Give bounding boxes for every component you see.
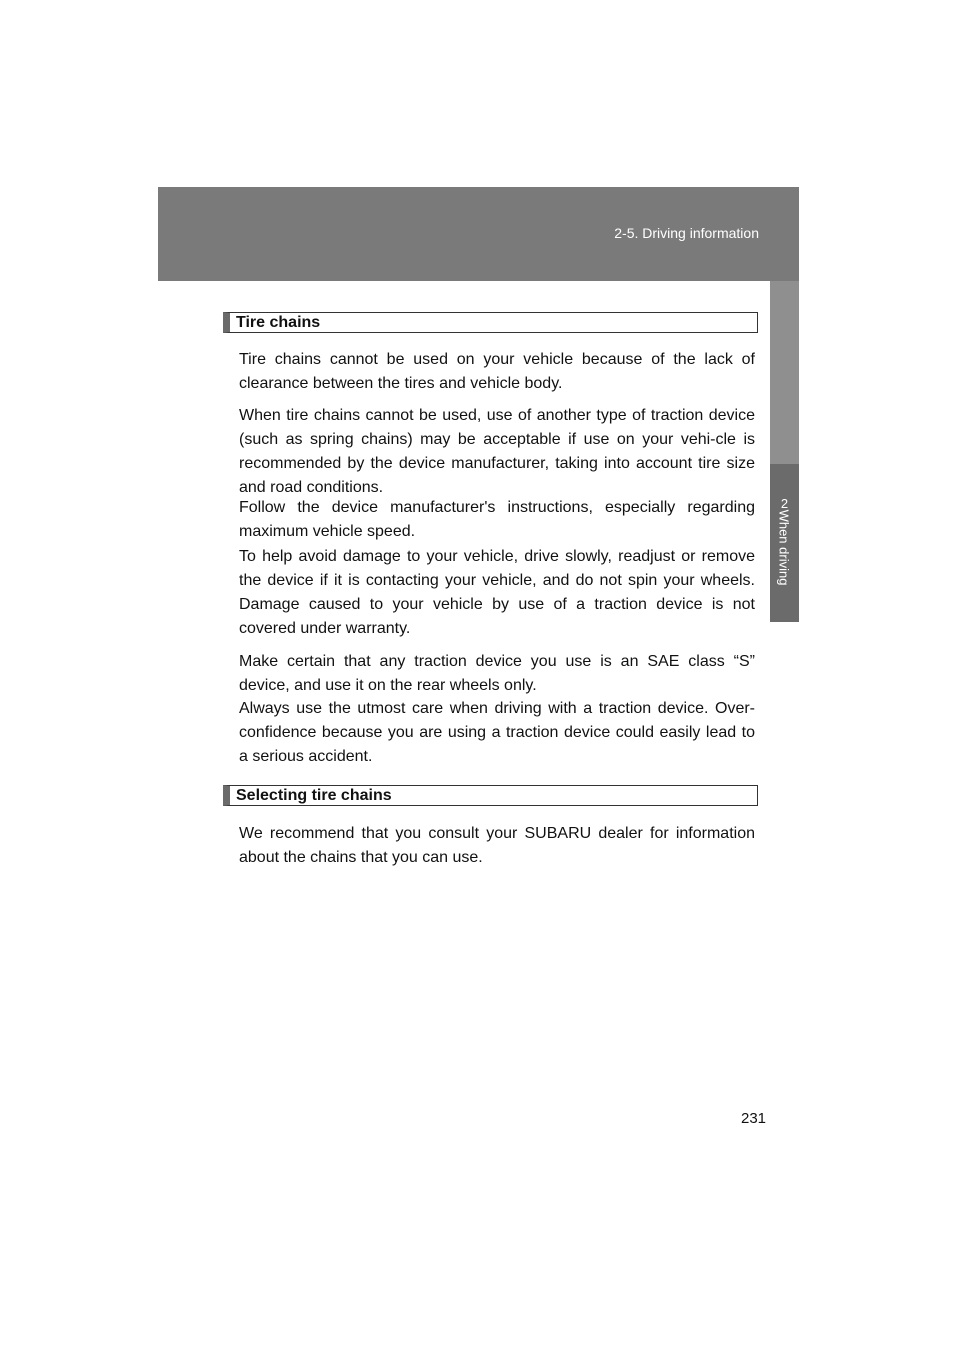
side-tab-chapter bbox=[770, 464, 799, 622]
side-tab-upper bbox=[770, 281, 799, 464]
chapter-number: 2 bbox=[780, 496, 789, 511]
paragraph: We recommend that you consult your SUBARU dealer for information about the chains that you can use. bbox=[239, 825, 755, 866]
section-heading-selecting-tire-chains: Selecting tire chains bbox=[223, 785, 758, 806]
header-bar bbox=[158, 187, 799, 281]
paragraph: Make certain that any traction device you use is an SAE class “S” device, and use it on the rear wheels only. bbox=[239, 653, 755, 694]
section-breadcrumb: 2-5. Driving information bbox=[614, 225, 759, 241]
paragraph: Tire chains cannot be used on your vehicle because of the lack of clearance between the tires and vehicle body. bbox=[239, 351, 755, 392]
page-number: 231 bbox=[741, 1110, 767, 1127]
paragraph: Follow the device manufacturer's instructions, especially regarding maximum vehicle speed. bbox=[239, 499, 755, 540]
paragraph: Always use the utmost care when driving with a traction device. Over-confidence because you are using a traction device could easily lead to a serious accident. bbox=[239, 700, 755, 765]
chapter-label: When driving bbox=[776, 509, 792, 586]
section-heading-tire-chains: Tire chains bbox=[223, 312, 758, 333]
paragraph: To help avoid damage to your vehicle, drive slowly, readjust or remove the device if it is contacting your vehicle, and do not spin your wheels. Damage caused to your vehicle by use of a traction device is not covered under warranty. bbox=[239, 548, 755, 637]
paragraph: When tire chains cannot be used, use of another type of traction device (such as spring chains) may be acceptable if use on your vehi-cle is recommended by the device manufacturer, taking into account tire size and road conditions. bbox=[239, 407, 755, 496]
